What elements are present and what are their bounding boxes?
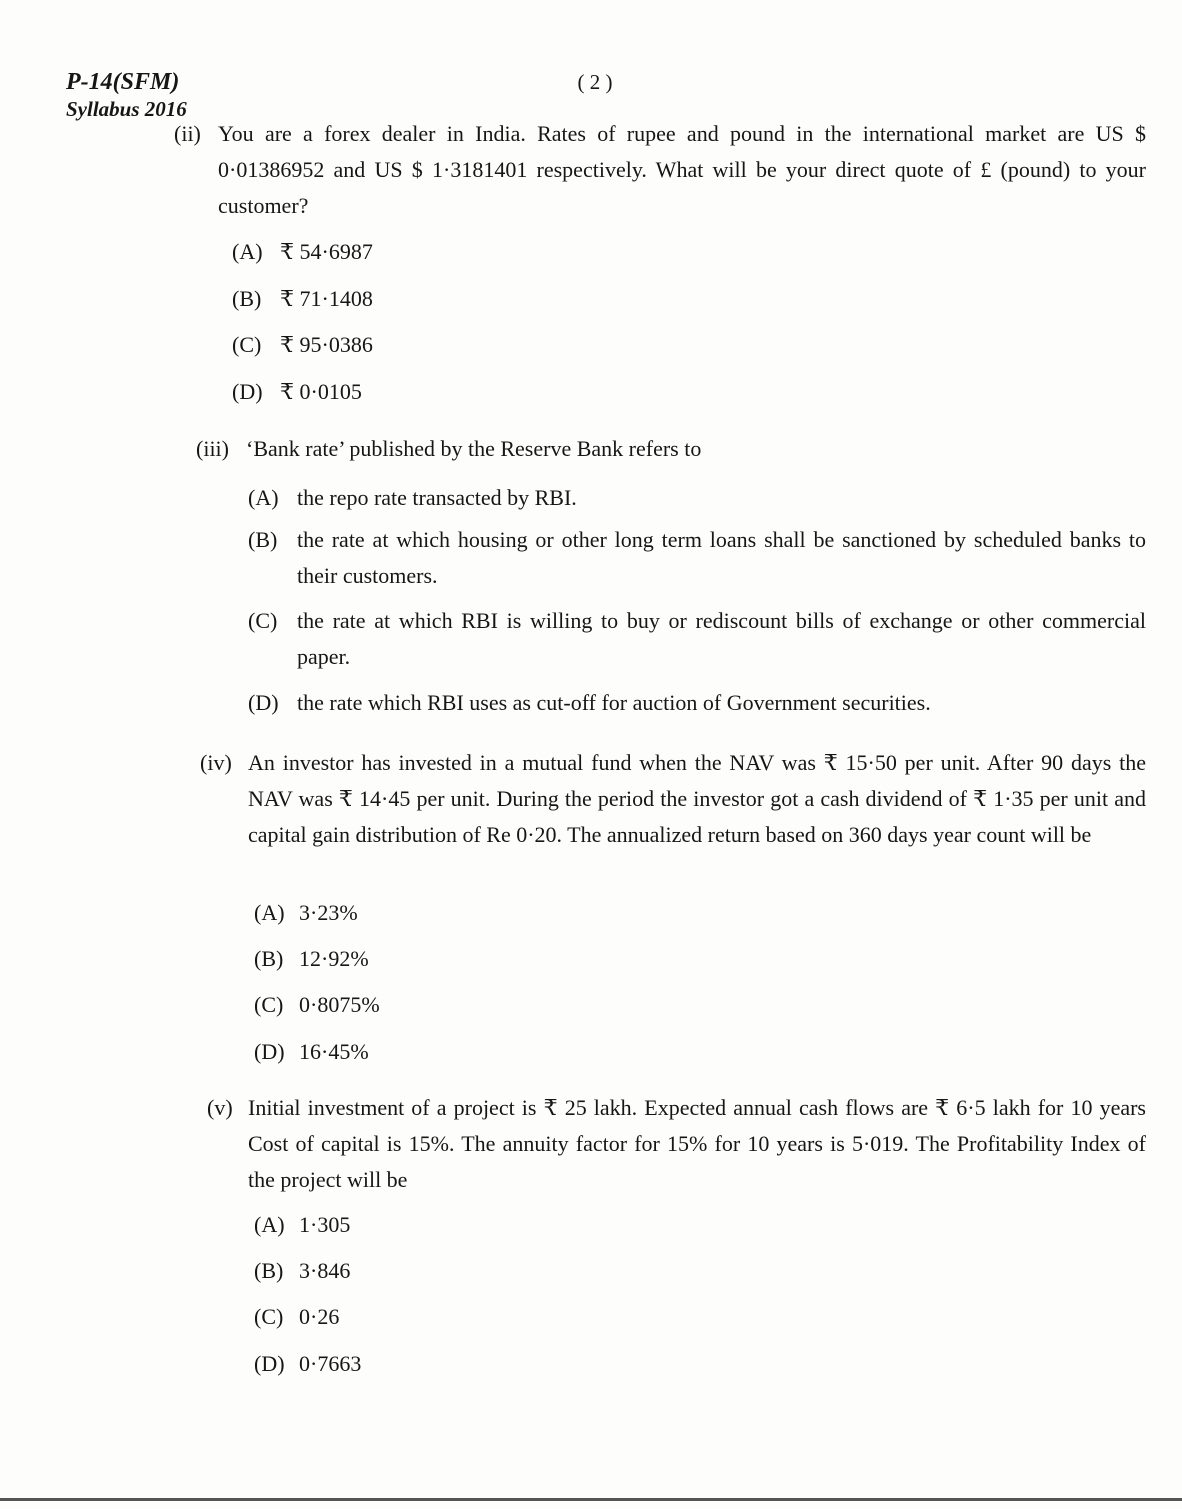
option-label: (B) [248, 527, 278, 552]
option-text: ₹ 71·1408 [280, 286, 373, 311]
option-iv-b [254, 941, 654, 977]
header-left [66, 68, 187, 122]
option-label: (C) [248, 608, 278, 633]
option-v-a [254, 1207, 654, 1243]
option-ii-c [232, 327, 632, 363]
option-text: the rate which RBI uses as cut-off for auction of Government securities. [297, 690, 931, 715]
option-label: (D) [248, 690, 279, 715]
option-label: (C) [254, 1304, 284, 1329]
option-label: (C) [232, 332, 262, 357]
option-iv-c [254, 987, 654, 1023]
option-label: (A) [254, 1212, 285, 1237]
option-text: ₹ 0·0105 [280, 379, 362, 404]
option-iii-b [248, 522, 1146, 594]
option-text: 0·8075% [299, 992, 380, 1017]
option-text: 1·305 [299, 1212, 351, 1237]
option-text: the rate at which RBI is willing to buy or rediscount bills of exchange or other commercial paper. [297, 608, 1146, 669]
option-iv-d [254, 1034, 654, 1070]
option-v-d [254, 1346, 654, 1382]
option-text: 0·26 [299, 1304, 340, 1329]
option-label: (B) [254, 1258, 284, 1283]
option-v-c [254, 1299, 654, 1335]
question-text: Initial investment of a project is ₹ 25 lakh. Expected annual cash flows are ₹ 6·5 lakh for 10 years Cost of capital is 15%. The annuity factor for 15% for 10 years is 5·019. The Profitability Index of the project will be [248, 1095, 1146, 1192]
option-text: the rate at which housing or other long term loans shall be sanctioned by scheduled banks to their customers. [297, 527, 1146, 588]
option-ii-b [232, 281, 632, 317]
question-number: (ii) [174, 121, 201, 146]
syllabus-label: Syllabus 2016 [66, 97, 187, 121]
option-text: the repo rate transacted by RBI. [297, 485, 577, 510]
option-label: (A) [232, 239, 263, 264]
option-label: (D) [254, 1039, 285, 1064]
option-iii-c [248, 603, 1146, 675]
question-iv [200, 745, 1146, 853]
bottom-rule [0, 1498, 1182, 1501]
option-text: 0·7663 [299, 1351, 362, 1376]
option-label: (D) [254, 1351, 285, 1376]
option-v-b [254, 1253, 654, 1289]
question-iii [196, 431, 1146, 467]
option-text: 16·45% [299, 1039, 369, 1064]
option-ii-a [232, 234, 632, 270]
option-iii-a [248, 480, 1146, 516]
paper-code: P-14(SFM) [66, 69, 180, 95]
option-text: 3·846 [299, 1258, 351, 1283]
option-label: (C) [254, 992, 284, 1017]
option-label: (A) [254, 900, 285, 925]
option-iv-a [254, 895, 654, 931]
question-number: (v) [207, 1095, 233, 1120]
option-text: 3·23% [299, 900, 358, 925]
option-ii-d [232, 374, 632, 410]
option-label: (B) [232, 286, 262, 311]
question-text: You are a forex dealer in India. Rates of rupee and pound in the international market are US $ 0·01386952 and US $ 1·3181401 respectively. What will be your direct quote of £ (pound) to your customer? [218, 121, 1146, 218]
question-number: (iii) [196, 436, 229, 461]
option-iii-d [248, 685, 1146, 721]
option-label: (A) [248, 485, 279, 510]
question-text: An investor has invested in a mutual fund when the NAV was ₹ 15·50 per unit. After 90 days the NAV was ₹ 14·45 per unit. During the period the investor got a cash dividend of ₹ 1·35 per unit and capital gain distribution of Re 0·20. The annualized return based on 360 days year count will be [248, 750, 1146, 847]
option-text: ₹ 54·6987 [280, 239, 373, 264]
option-text: 12·92% [299, 946, 369, 971]
option-text: ₹ 95·0386 [280, 332, 373, 357]
question-number: (iv) [200, 750, 232, 775]
question-v [207, 1090, 1146, 1198]
question-ii [174, 116, 1146, 224]
option-label: (D) [232, 379, 263, 404]
question-text: ‘Bank rate’ published by the Reserve Bank refers to [246, 436, 702, 461]
page-number: ( 2 ) [577, 70, 613, 94]
option-label: (B) [254, 946, 284, 971]
